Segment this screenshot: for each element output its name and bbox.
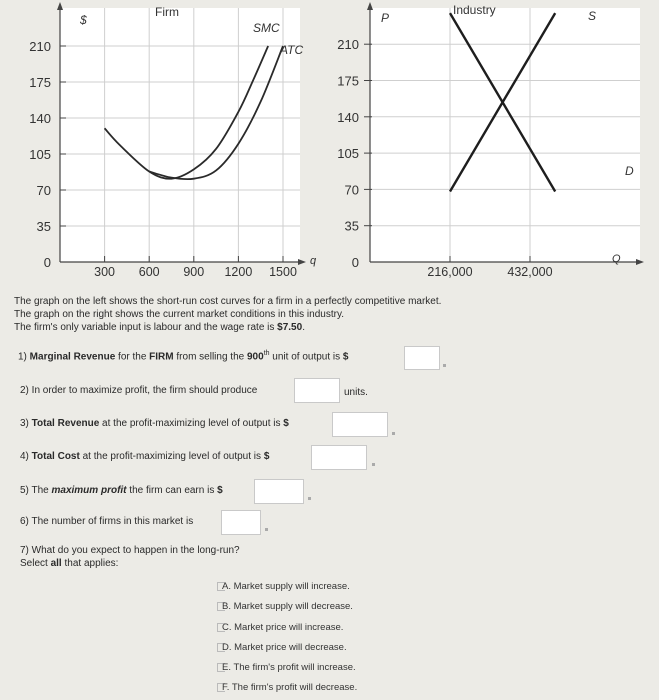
question-4: 4) Total Cost at the profit-maximizing level of output is $ — [20, 451, 270, 462]
option-f-label[interactable]: F. The firm's profit will decrease. — [222, 682, 358, 693]
quantity-answer-field[interactable] — [294, 378, 340, 403]
firm-x-tick-label: 1500 — [269, 265, 297, 279]
question-5: 5) The maximum profit the firm can earn is $ — [20, 485, 223, 496]
max-profit-answer-field[interactable] — [254, 479, 304, 504]
industry-y-tick-label: 70 — [344, 182, 359, 198]
option-c-label[interactable]: C. Market price will increase. — [222, 622, 344, 633]
demand-label: D — [625, 164, 634, 178]
graphs-area — [0, 0, 659, 290]
industry-x-tick-label: 216,000 — [427, 265, 473, 279]
option-e-label[interactable]: E. The firm's profit will increase. — [222, 662, 356, 673]
intro-line-3: The firm's only variable input is labour and the wage rate is $7.50. — [14, 322, 305, 333]
option-d-label[interactable]: D. Market price will decrease. — [222, 642, 347, 653]
firm-y-tick-label: 0 — [43, 255, 51, 270]
industry-x-axis-label: Q — [612, 253, 621, 265]
intro-line-2: The graph on the right shows the current market conditions in this industry. — [14, 309, 344, 320]
firm-y-tick-label: 105 — [29, 147, 51, 162]
firm-y-axis-label: $ — [80, 13, 87, 27]
mr-answer-field[interactable] — [404, 346, 440, 370]
question-3: 3) Total Revenue at the profit-maximizing level of output is $ — [20, 418, 289, 429]
industry-y-axis-label: P — [381, 11, 390, 25]
industry-y-tick-label: 35 — [344, 218, 359, 234]
firm-x-tick-label: 600 — [138, 265, 160, 279]
firm-y-tick-label: 35 — [36, 219, 51, 234]
firm-x-tick-label: 900 — [183, 265, 205, 279]
question-7-line-1: 7) What do you expect to happen in the long-run? — [20, 545, 240, 556]
firm-x-tick-label: 1200 — [224, 265, 253, 279]
question-6: 6) The number of firms in this market is — [20, 516, 194, 527]
industry-y-tick-label: 140 — [337, 109, 359, 125]
option-b-label[interactable]: B. Market supply will decrease. — [222, 601, 353, 612]
firm-y-tick-label: 70 — [36, 183, 51, 198]
wage-rate: $7.50 — [277, 322, 303, 333]
industry-y-tick-label: 210 — [337, 37, 359, 53]
firm-y-tick-label: 210 — [29, 39, 51, 54]
firm-x-tick-label: 300 — [94, 265, 116, 279]
question-2: 2) In order to maximize profit, the firm should produce — [20, 385, 258, 396]
industry-title: Industry — [453, 3, 496, 17]
industry-y-tick-label: 0 — [351, 255, 359, 270]
total-cost-answer-field[interactable] — [311, 445, 367, 470]
industry-x-tick-label: 432,000 — [507, 265, 553, 279]
intro-line-1: The graph on the left shows the short-run cost curves for a firm in a perfectly competitive market. — [14, 296, 442, 307]
smc-label: SMC — [253, 21, 280, 35]
option-a-label[interactable]: A. Market supply will increase. — [222, 581, 350, 592]
question-1: 1) Marginal Revenue for the FIRM from selling the 900th unit of output is $ — [18, 350, 349, 363]
atc-label: ATC — [280, 43, 304, 57]
total-revenue-answer-field[interactable] — [332, 412, 388, 437]
firm-x-axis-label: q — [310, 255, 317, 267]
firm-title: Firm — [155, 5, 179, 19]
industry-plot-area — [370, 8, 640, 262]
firm-y-tick-label: 175 — [29, 75, 51, 90]
question-7-line-2: Select all that applies: — [20, 558, 119, 569]
units-label: units. — [344, 387, 368, 398]
industry-y-tick-label: 175 — [337, 73, 359, 89]
firm-y-tick-label: 140 — [29, 111, 51, 126]
number-of-firms-answer-field[interactable] — [221, 510, 261, 535]
industry-y-tick-label: 105 — [337, 146, 359, 162]
supply-label: S — [588, 9, 597, 23]
